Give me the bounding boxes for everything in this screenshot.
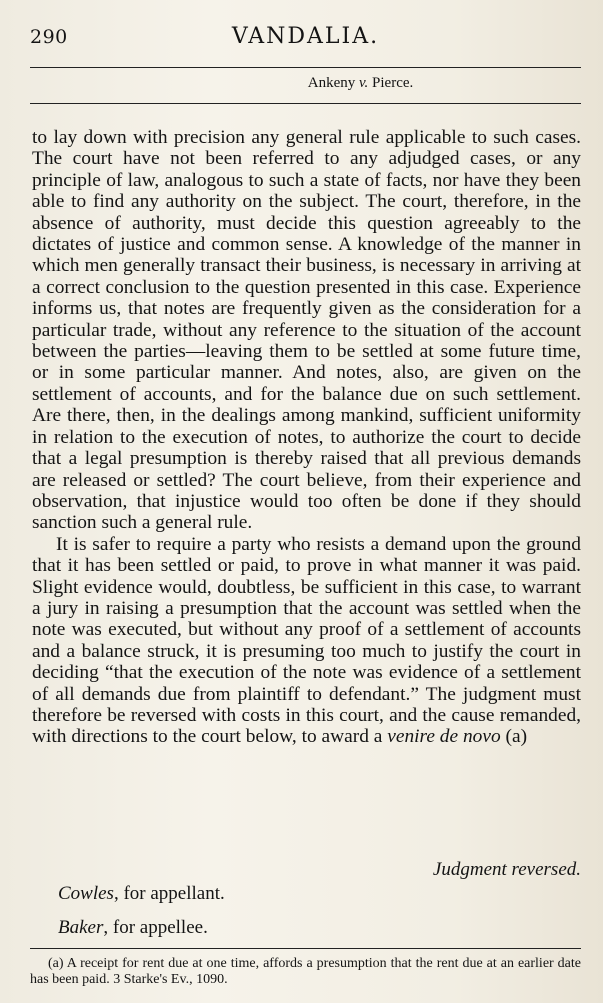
counsel-appellee-role: , for appellee. — [103, 917, 208, 938]
paragraph-1: to lay down with precision any general rule applicable to such cases. The court have not been referred to any adjudged cases, or any principle of law, analogous to such a state of facts, nor have they been able to find any authority on the subject. The court, therefore, in the absence of authority, must decide this question agreeably to the dictates of justice and common sense. A knowledge of the manner in which men generally transact their business, is necessary in arriving at a correct conclusion to the question presented in this case. Experience informs us, that notes are frequently given as the consideration for a particular trade, without any reference to the situation of the account between the parties—leaving them to be settled at some future time, or in some particular manner. And notes, also, are given on the settlement of accounts, and for the balance due on such settlement. Are there, then, in the dealings among mankind, sufficient uniformity in relation to the execution of notes, to authorize the court to decide that a legal presumption is thereby raised that all previous demands are released or settled? The court believe, from their experience and observation, that injustice would too often be done if they should sanction such a general rule. — [32, 127, 581, 534]
footnote: (a) A receipt for rent due at one time, affords a presumption that the rent due at an earlier date has been paid. 3 Starke's Ev., 1090. — [30, 956, 581, 987]
running-title: VANDALIA. — [231, 24, 380, 49]
counsel-appellant-name: Cowles — [58, 883, 114, 904]
header-rule-top — [30, 67, 581, 68]
judgment-line: Judgment reversed. — [432, 859, 581, 880]
case-caption — [30, 75, 581, 92]
counsel-appellant — [58, 883, 225, 905]
counsel-appellant-role: , for appellant. — [113, 883, 225, 904]
case-party-1: Ankeny — [307, 75, 356, 91]
counsel-appellee — [58, 917, 208, 939]
paragraph-2-text: It is safer to require a party who resists a demand upon the ground that it has been settled or paid, to prove in what manner it was paid. Slight evidence would, doubtless, be sufficient in this case, to warrant a jury in raising a presumption that the account was settled when the note was executed, but without any proof of a settlement of accounts and a balance struck, it is presuming too much to justify the court in deciding “that the execution of the note was evidence of a settlement of all demands due from plaintiff to defendant.” The judgment must therefore be reversed with costs in this court, and the cause remanded, with directions to the court below, to award a — [32, 533, 581, 748]
header-rule-bottom — [30, 103, 581, 104]
opinion-text — [32, 127, 581, 748]
page-header — [30, 24, 581, 50]
page-number: 290 — [30, 26, 68, 48]
counsel-appellee-name: Baker — [58, 917, 104, 938]
paragraph-2 — [32, 534, 581, 748]
case-party-2: Pierce. — [372, 75, 414, 91]
case-versus: v. — [358, 75, 369, 91]
footnote-reference: (a) — [505, 726, 528, 748]
footnote-rule — [30, 948, 581, 949]
venire-de-novo: venire de novo — [387, 726, 501, 748]
